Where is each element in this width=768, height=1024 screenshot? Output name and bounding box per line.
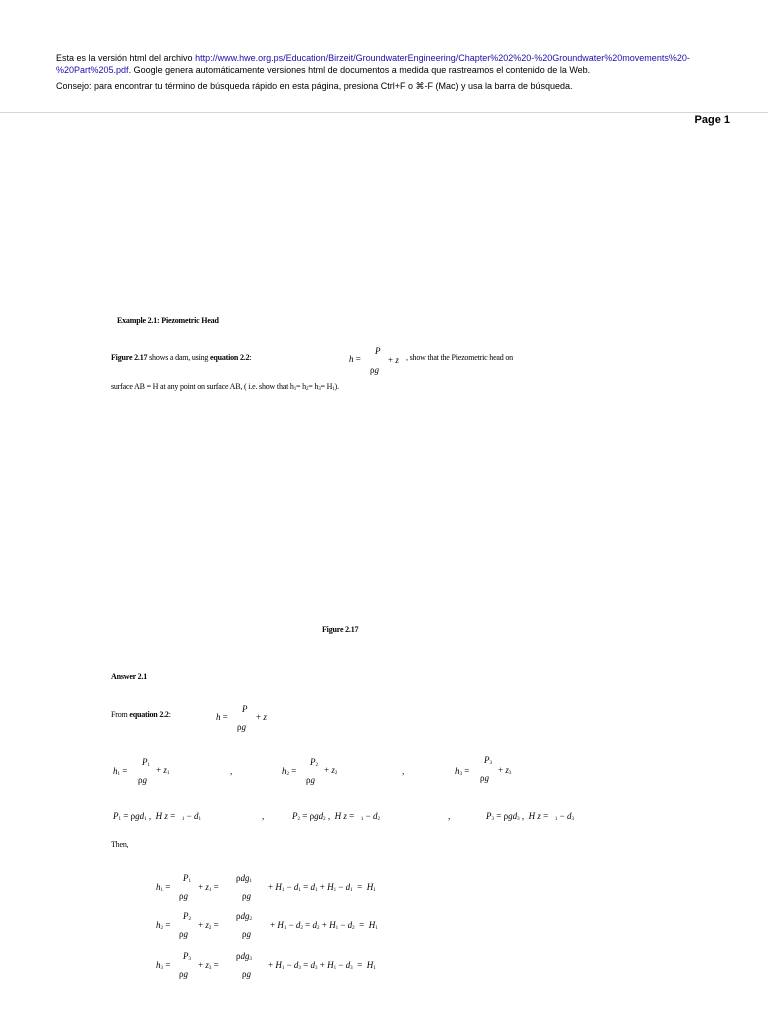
deriv2-lhs: $h_2$ =	[156, 920, 171, 931]
line2-part-d: = H	[320, 382, 333, 391]
h1-plus-z: + $z_1$	[156, 765, 170, 776]
deriv3-rest: + $H_1 - d_3 = d_3 + H_1 - d_3 = H_1$	[268, 960, 376, 971]
deriv3-p: $P_3$	[183, 951, 191, 962]
deriv3-lhs: $h_3$ =	[156, 960, 171, 971]
h3-plus-z: + $z_3$	[498, 765, 512, 776]
deriv3-z: + $z_3$ =	[198, 960, 219, 971]
deriv1-rho-dg: ρdg$_1$	[236, 873, 252, 884]
deriv2-rho-g2: ρg	[242, 929, 251, 939]
cache-after-text: . Google genera automáticamente versiones html de documentos a medida que rastreamos el contenido de la Web.	[128, 65, 591, 75]
equation-reference: equation 2.2	[210, 353, 250, 362]
then-text: Then,	[111, 840, 129, 849]
answer-eq-plus-z: + z	[256, 712, 267, 722]
colon-text: :	[249, 353, 252, 362]
deriv2-rest: + $H_1 - d_2 = d_2 + H_1 - d_2 = H_1$	[270, 920, 378, 931]
answer-title: Answer 2.1	[111, 672, 148, 681]
deriv1-lhs: $h_1$ =	[156, 882, 171, 893]
cache-notice	[56, 52, 716, 76]
problem-statement-line2: surface AB = H at any point on surface AB, ( i.e. show that $h_1= h_2= h_3= H_1$).	[111, 382, 339, 392]
deriv1-p: $P_1$	[183, 873, 191, 884]
h2-plus-z: + $z_2$	[324, 765, 338, 776]
sep-comma-2: ,	[402, 766, 405, 776]
answer-eq-p: P	[242, 704, 248, 714]
h1-numerator: $P_1$	[142, 757, 150, 768]
h3-lhs: $h_3$ =	[455, 766, 470, 777]
equation-numerator-p: P	[375, 346, 381, 356]
line2-part-c: = h	[308, 382, 319, 391]
equation-denominator: ρg	[370, 365, 379, 375]
figure-reference: Figure 2.17	[111, 353, 148, 362]
h1-lhs: $h_1$ =	[113, 766, 128, 777]
line2-part-e: ).	[334, 382, 339, 391]
figure-caption: Figure 2.17	[322, 625, 359, 634]
deriv1-rest: + $H_1 - d_1 = d_1 + H_1 - d_1 = H_1$	[268, 882, 376, 893]
h2-denominator: ρg	[306, 775, 315, 785]
equation-h-lhs: h =	[349, 354, 361, 364]
equation-plus-z: + z	[388, 355, 399, 365]
from-equation-ref: equation 2.2	[129, 710, 169, 719]
from-colon: :	[168, 710, 171, 719]
cache-banner	[0, 0, 768, 113]
example-title: Example 2.1: Piezometric Head	[117, 316, 219, 325]
line2-part-a: surface AB = H at any point on surface AB, ( i.e. show that h	[111, 382, 294, 391]
sep-comma-3: ,	[262, 811, 265, 821]
cache-intro-text: Esta es la versión html del archivo	[56, 53, 196, 63]
deriv3-rho-g2: ρg	[242, 969, 251, 979]
deriv2-rho-g: ρg	[179, 929, 188, 939]
from-text: From	[111, 710, 130, 719]
deriv3-rho-g: ρg	[179, 969, 188, 979]
line2-part-b: = h	[296, 382, 306, 391]
deriv1-rho-g: ρg	[179, 891, 188, 901]
h2-lhs: $h_2$ =	[282, 766, 297, 777]
sep-comma-1: ,	[230, 766, 233, 776]
problem-statement-tail: , show that the Piezometric head on	[406, 353, 513, 362]
sep-comma-4: ,	[448, 811, 451, 821]
h2-numerator: $P_2$	[310, 757, 318, 768]
answer-eq-rho-g: ρg	[237, 722, 246, 732]
p3-equation: $P_3 = \rho gd_3$ , H z = $_1 - d_3$	[486, 811, 574, 822]
answer-eq-h: h =	[216, 712, 228, 722]
problem-statement-line1	[111, 353, 251, 362]
deriv2-rho-dg: ρdg$_2$	[236, 911, 252, 922]
problem-text: shows a dam, using	[147, 353, 210, 362]
source-pdf-link[interactable]: http://www.hwe.org.ps/Education/Birzeit/GroundwaterEngineering/Chapter%202%20-%20Groundwater%20movements%20-%20Part%205.pdf	[56, 53, 690, 75]
deriv2-z: + $z_2$ =	[198, 920, 219, 931]
page-number: Page 1	[694, 114, 730, 126]
h3-denominator: ρg	[480, 773, 489, 783]
deriv2-p: $P_2$	[183, 911, 191, 922]
deriv3-rho-dg: ρdg$_3$	[236, 951, 252, 962]
deriv1-z: + $z_1$ =	[198, 882, 219, 893]
search-tip: Consejo: para encontrar tu término de búsqueda rápido en esta página, presiona Ctrl+F o ⌘-F (Mac) y usa la barra de búsqueda.	[56, 81, 573, 91]
from-equation-line	[111, 710, 171, 719]
deriv1-rho-g2: ρg	[242, 891, 251, 901]
p2-equation: $P_2 = \rho gd_2$ , H z = $_1 - d_2$	[292, 811, 380, 822]
h3-numerator: $P_3$	[484, 755, 492, 766]
h1-denominator: ρg	[138, 775, 147, 785]
p1-equation: $P_1 = \rho gd_1$ , H z = $_1 - d_1$	[113, 811, 201, 822]
